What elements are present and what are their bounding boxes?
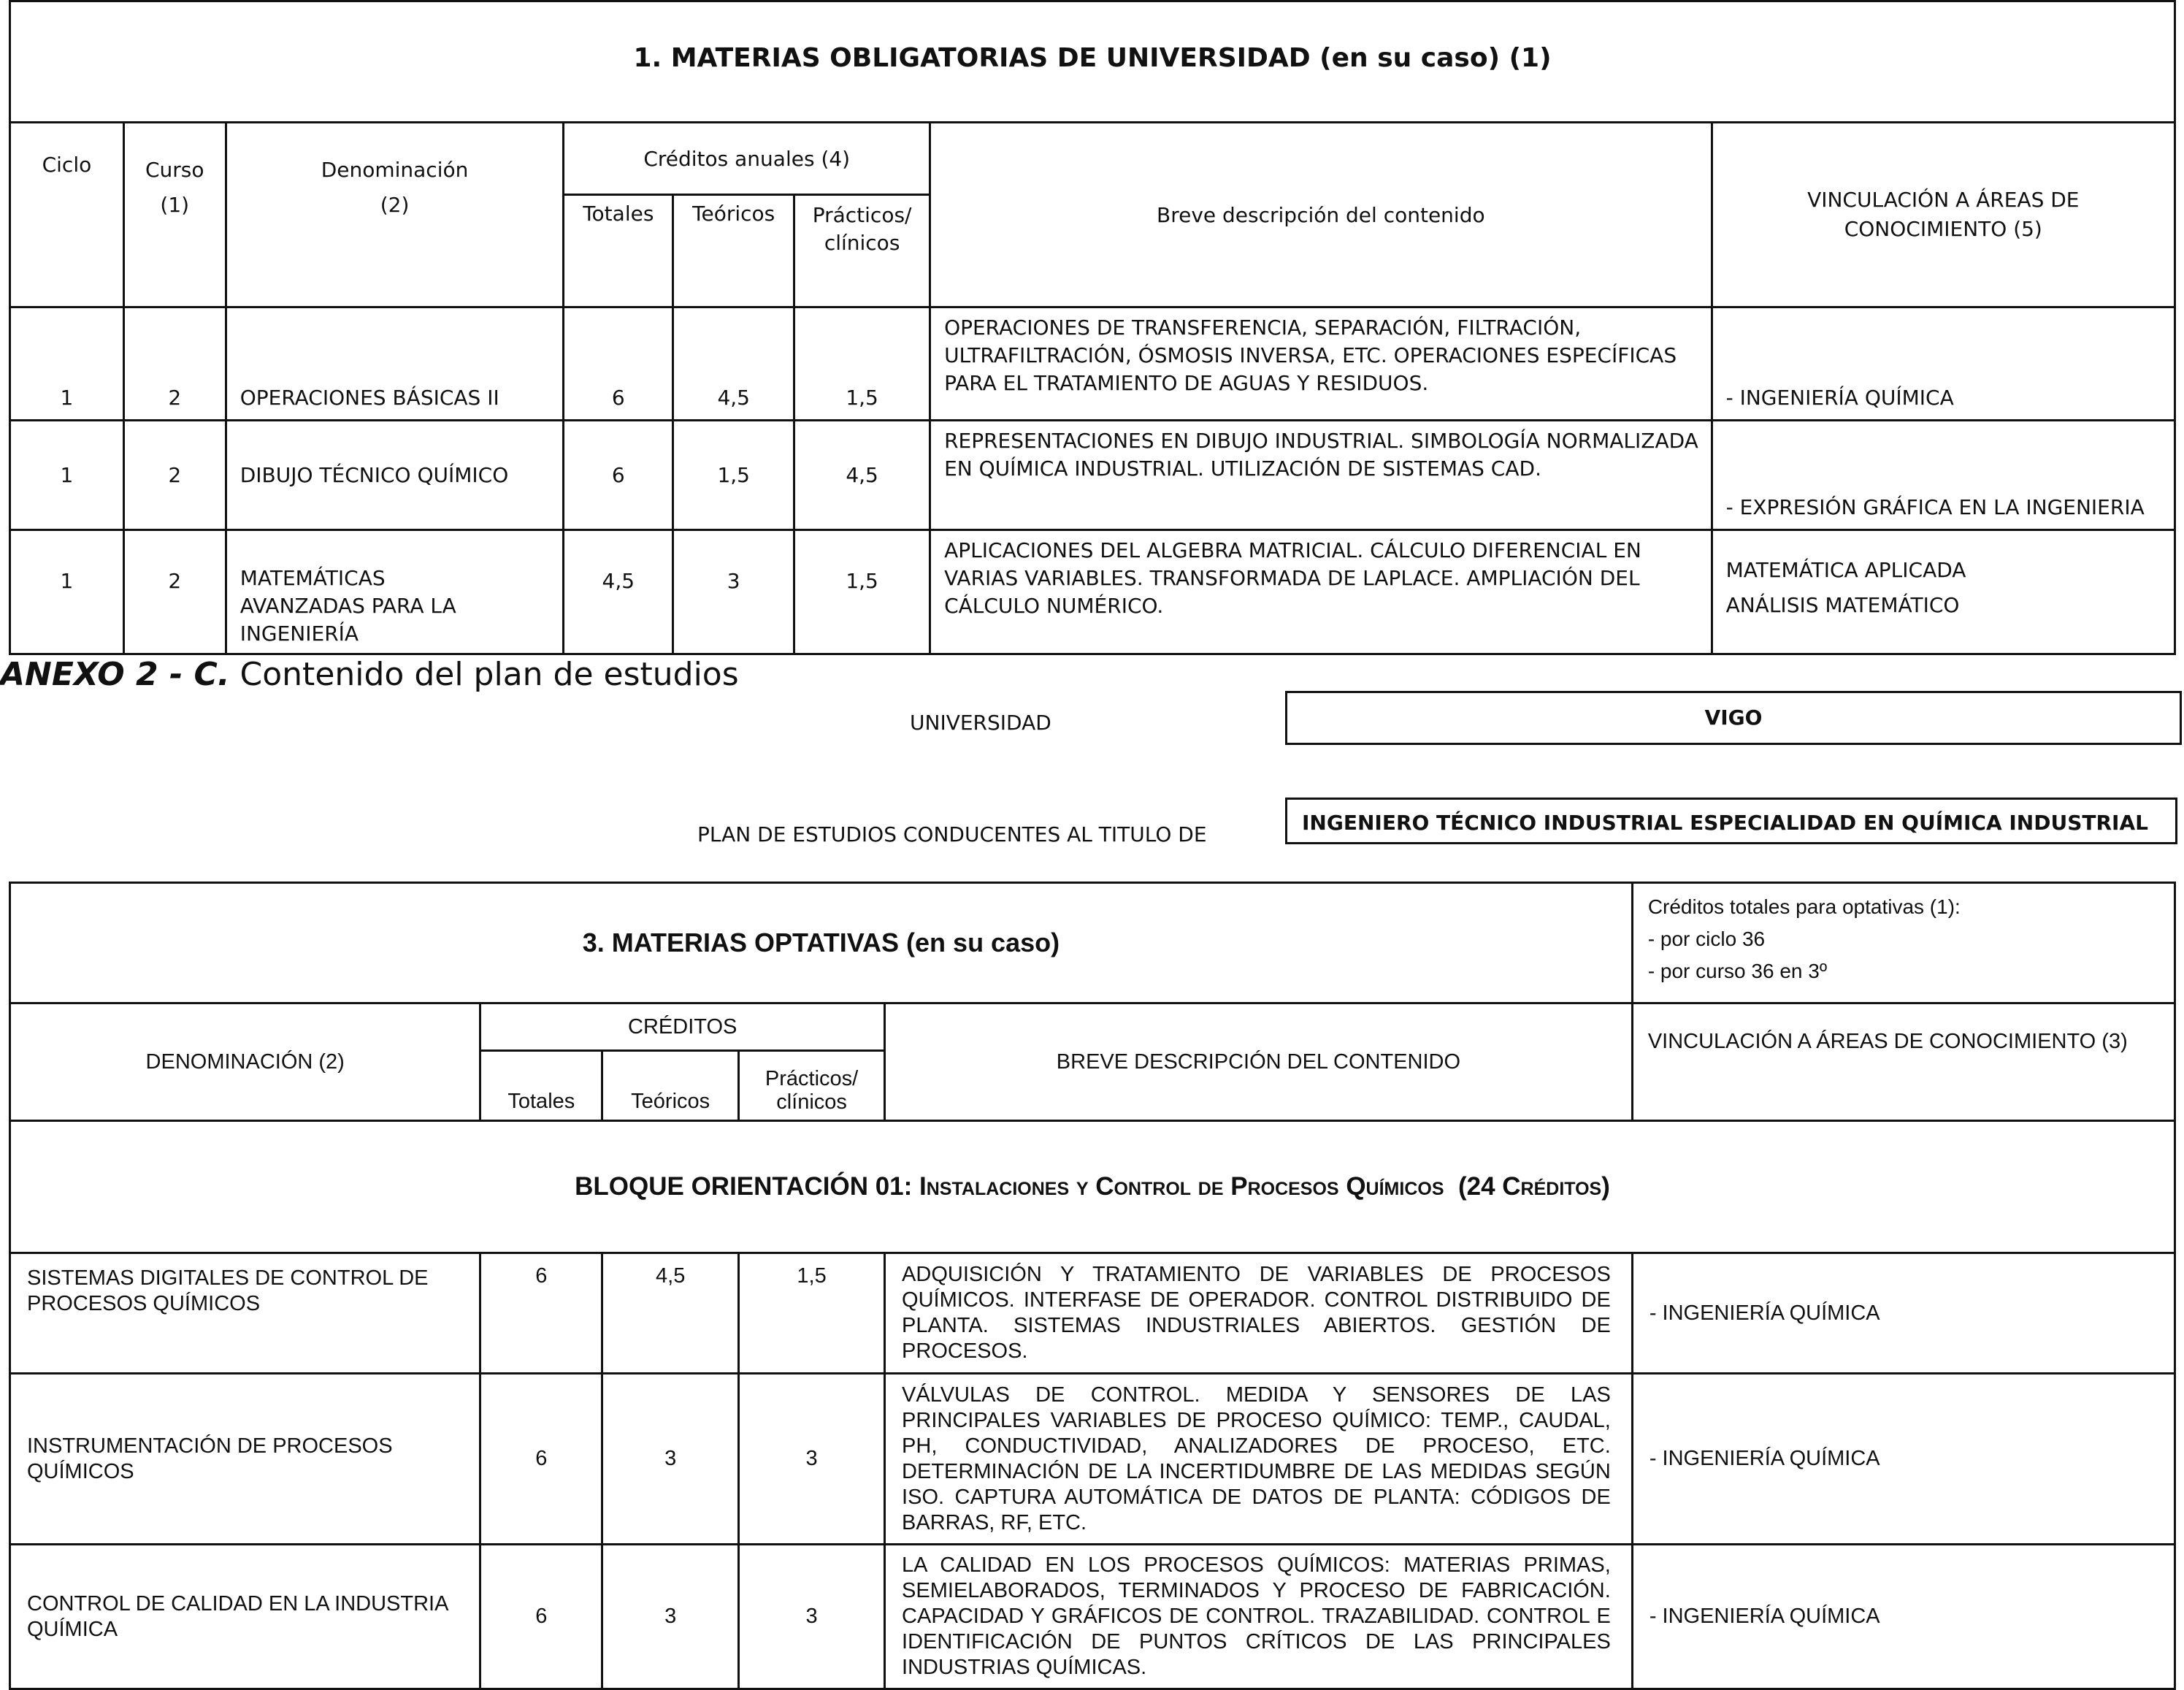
cell-descripcion: OPERACIONES DE TRANSFERENCIA, SEPARACIÓN, FILTRACIÓN, ULTRAFILTRACIÓN, ÓSMOSIS INVERSA, ETC. OPERACIONES ESPECÍFICAS PARA EL TRATAMIENTO DE AGUAS Y RESIDUOS. [930, 307, 1712, 421]
cell-teoricos: 4,5 [602, 1253, 739, 1374]
cell-practicos: 1,5 [739, 1253, 885, 1374]
cell-totales: 6 [480, 1545, 602, 1689]
cell-totales: 6 [564, 307, 673, 421]
creditos-totales-label: Créditos totales para optativas (1): [1647, 895, 1961, 918]
annex-title: Contenido del plan de estudios [240, 656, 739, 693]
bloque-prefix: BLOQUE ORIENTACIÓN 01: [575, 1172, 920, 1201]
header-descripcion: Breve descripción del contenido [930, 123, 1712, 307]
cell-practicos: 1,5 [794, 307, 930, 421]
table-row [10, 1545, 2175, 1689]
table-materias-obligatorias [9, 0, 2176, 655]
bloque-credits: (24 Créditos) [1457, 1172, 1610, 1201]
annex-prefix: ANEXO 2 - C. [0, 656, 230, 693]
cell-totales: 6 [480, 1253, 602, 1374]
cell-ciclo: 1 [10, 530, 124, 654]
cell-totales: 4,5 [564, 530, 673, 654]
table1-title: 1. MATERIAS OBLIGATORIAS DE UNIVERSIDAD (en su caso) (1) [10, 1, 2175, 123]
bloque-orientacion-row [10, 1121, 2175, 1253]
header-teoricos: Teóricos [673, 195, 794, 307]
header-denominacion-label: Denominación [321, 158, 469, 182]
cell-teoricos: 3 [673, 530, 794, 654]
plan-value: INGENIERO TÉCNICO INDUSTRIAL ESPECIALIDAD EN QUÍMICA INDUSTRIAL [1285, 798, 2177, 844]
header-denominacion-note: (2) [380, 193, 410, 217]
header-denominacion: DENOMINACIÓN (2) [10, 1003, 480, 1121]
cell-area: - INGENIERÍA QUÍMICA [1712, 307, 2175, 421]
cell-practicos: 4,5 [794, 421, 930, 530]
cell-ciclo: 1 [10, 307, 124, 421]
cell-descripcion: VÁLVULAS DE CONTROL. MEDIDA Y SENSORES DE LAS PRINCIPALES VARIABLES DE PROCESO QUÍMICO: TEMP., CAUDAL, PH, CONDUCTIVIDAD, ANALIZADORES DE PROCESO, ETC. DETERMINACIÓN DE LA INCERTIDUMBRE DE LAS MEDIDAS SEGÚN ISO. CAPTURA AUTOMÁTICA DE DATOS DE PLANTA: CÓDIGOS DE BARRAS, RF, ETC. [885, 1374, 1633, 1545]
header-practicos: Prácticos/ clínicos [739, 1051, 885, 1121]
header-vinculacion: VINCULACIÓN A ÁREAS DE CONOCIMIENTO (3) [1632, 1003, 2175, 1121]
header-teoricos: Teóricos [602, 1051, 739, 1121]
cell-area [1712, 530, 2175, 654]
bloque-name: Instalaciones y Control de Procesos Químicos [919, 1172, 1444, 1201]
cell-denominacion: OPERACIONES BÁSICAS II [226, 307, 564, 421]
cell-ciclo: 1 [10, 421, 124, 530]
cell-descripcion: LA CALIDAD EN LOS PROCESOS QUÍMICOS: MATERIAS PRIMAS, SEMIELABORADOS, TERMINADOS Y PROCESO DE FABRICACIÓN. CAPACIDAD Y GRÁFICOS DE CONTROL. TRAZABILIDAD. CONTROL E IDENTIFICACIÓN DE PUNTOS CRÍTICOS DE LAS PRINCIPALES INDUSTRIAS QUÍMICAS. [885, 1545, 1633, 1689]
cell-practicos: 1,5 [794, 530, 930, 654]
cell-practicos: 3 [739, 1545, 885, 1689]
plan-label: PLAN DE ESTUDIOS CONDUCENTES AL TITULO DE [697, 822, 1207, 846]
table-row [10, 530, 2175, 654]
cell-practicos: 3 [739, 1374, 885, 1545]
cell-teoricos: 3 [602, 1545, 739, 1689]
cell-denominacion: DIBUJO TÉCNICO QUÍMICO [226, 421, 564, 530]
cell-teoricos: 1,5 [673, 421, 794, 530]
table-row [10, 1374, 2175, 1545]
cell-area: - INGENIERÍA QUÍMICA [1632, 1374, 2175, 1545]
annex-heading [0, 656, 739, 693]
creditos-por-curso: - por curso 36 en 3º [1647, 960, 1828, 982]
cell-area-line1: MATEMÁTICA APLICADA [1725, 557, 1966, 582]
header-vinculacion: VINCULACIÓN A ÁREAS DE CONOCIMIENTO (5) [1712, 123, 2175, 307]
cell-denominacion: SISTEMAS DIGITALES DE CONTROL DE PROCESOS QUÍMICOS [10, 1253, 480, 1374]
header-descripcion: BREVE DESCRIPCIÓN DEL CONTENIDO [885, 1003, 1633, 1121]
cell-area: - EXPRESIÓN GRÁFICA EN LA INGENIERIA [1712, 421, 2175, 530]
header-totales: Totales [480, 1051, 602, 1121]
header-practicos: Prácticos/ clínicos [794, 195, 930, 307]
cell-curso: 2 [123, 530, 226, 654]
header-curso-note: (1) [160, 193, 190, 217]
cell-area-line2: ANÁLISIS MATEMÁTICO [1725, 592, 1960, 617]
cell-totales: 6 [564, 421, 673, 530]
cell-teoricos: 3 [602, 1374, 739, 1545]
header-curso [123, 123, 226, 307]
cell-teoricos: 4,5 [673, 307, 794, 421]
cell-totales: 6 [480, 1374, 602, 1545]
cell-denominacion: INSTRUMENTACIÓN DE PROCESOS QUÍMICOS [10, 1374, 480, 1545]
cell-area: - INGENIERÍA QUÍMICA [1632, 1545, 2175, 1689]
table-row [10, 1253, 2175, 1374]
universidad-value: VIGO [1285, 691, 2182, 745]
header-totales: Totales [564, 195, 673, 307]
header-creditos: CRÉDITOS [480, 1003, 885, 1051]
universidad-label: UNIVERSIDAD [910, 711, 1051, 735]
table3-title: 3. MATERIAS OPTATIVAS (en su caso) [10, 883, 1633, 1003]
header-denominacion [226, 123, 564, 307]
cell-descripcion: ADQUISICIÓN Y TRATAMIENTO DE VARIABLES DE PROCESOS QUÍMICOS. INTERFASE DE OPERADOR. CONTROL DISTRIBUIDO DE PLANTA. SISTEMAS INDUSTRIALES ABIERTOS. GESTIÓN DE PROCESOS. [885, 1253, 1633, 1374]
cell-denominacion: CONTROL DE CALIDAD EN LA INDUSTRIA QUÍMICA [10, 1545, 480, 1689]
cell-curso: 2 [123, 307, 226, 421]
table-row [10, 421, 2175, 530]
header-ciclo-label: Ciclo [42, 153, 92, 177]
header-curso-label: Curso [145, 158, 204, 182]
creditos-por-ciclo: - por ciclo 36 [1647, 928, 1766, 950]
cell-denominacion: MATEMÁTICAS AVANZADAS PARA LA INGENIERÍA [226, 530, 564, 654]
cell-descripcion: APLICACIONES DEL ALGEBRA MATRICIAL. CÁLCULO DIFERENCIAL EN VARIAS VARIABLES. TRANSFORMADA DE LAPLACE. AMPLIACIÓN DEL CÁLCULO NUMÉRICO. [930, 530, 1712, 654]
table-materias-optativas [9, 882, 2176, 1690]
creditos-totales-cell [1632, 883, 2175, 1003]
header-creditos: Créditos anuales (4) [564, 123, 930, 195]
cell-descripcion: REPRESENTACIONES EN DIBUJO INDUSTRIAL. SIMBOLOGÍA NORMALIZADA EN QUÍMICA INDUSTRIAL. UTILIZACIÓN DE SISTEMAS CAD. [930, 421, 1712, 530]
table-row [10, 307, 2175, 421]
cell-area: - INGENIERÍA QUÍMICA [1632, 1253, 2175, 1374]
cell-curso: 2 [123, 421, 226, 530]
header-ciclo [10, 123, 124, 307]
